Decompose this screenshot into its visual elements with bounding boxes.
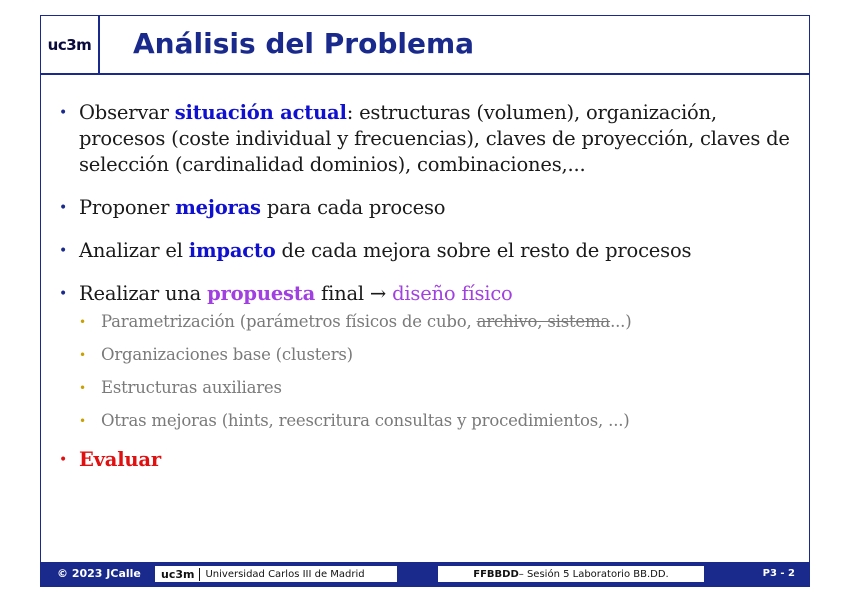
university-name: Universidad Carlos III de Madrid <box>205 568 365 580</box>
keyword-tail: diseño físico <box>392 282 513 305</box>
bullet-text: Proponer <box>79 196 176 219</box>
keyword: Evaluar <box>79 448 161 471</box>
bullet-dot-icon: • <box>59 286 68 302</box>
slide-header <box>41 16 809 75</box>
bullet-dot-icon: • <box>59 200 68 216</box>
keyword: propuesta <box>207 282 316 305</box>
bullet-dot-icon: • <box>59 243 68 259</box>
bullet-dot-icon: • <box>59 452 68 468</box>
bullet-text: Observar <box>79 101 175 124</box>
bullet-dot-icon: • <box>59 105 68 121</box>
bullet-analizar <box>59 238 801 264</box>
slide-content <box>59 100 801 490</box>
sub-bullet-text: Organizaciones base (clusters) <box>101 345 353 364</box>
bullet-evaluar <box>59 447 801 473</box>
sub-bullet-text: Otras mejoras (hints, reescritura consultas y procedimientos, ...) <box>101 411 630 430</box>
keyword: situación actual <box>174 101 347 124</box>
sub-bullet-text: ...) <box>610 312 632 331</box>
sub-bullet-text: Estructuras auxiliares <box>101 378 282 397</box>
university-badge <box>154 565 398 583</box>
sub-bullet-text: Parametrización (parámetros físicos de cubo, <box>101 312 477 331</box>
bullet-text: : estructuras (volumen), organización, procesos (coste individual y frecuencias), claves de proyección, claves de selección (cardinalidad dominios), combinaciones,... <box>79 101 790 176</box>
struck-text: archivo, sistema <box>476 312 611 331</box>
bullet-text: Realizar una <box>79 282 208 305</box>
sub-bullet-organizaciones <box>79 343 801 367</box>
bullet-realizar <box>59 281 801 433</box>
course-code: FFBBDD <box>473 568 519 580</box>
sub-bullet-dot-icon: • <box>79 414 86 428</box>
page-number: P3 - 2 <box>762 568 795 579</box>
keyword: impacto <box>188 239 276 262</box>
slide-title: Análisis del Problema <box>133 27 475 60</box>
bullet-observar <box>59 100 801 178</box>
bullet-text: final → <box>315 282 393 305</box>
uc3m-logo: uc3m <box>41 16 100 73</box>
session-text: – Sesión 5 Laboratorio BB.DD. <box>518 568 669 580</box>
sub-bullet-dot-icon: • <box>79 315 86 329</box>
sub-bullet-otras-mejoras <box>79 409 801 433</box>
sub-bullet-dot-icon: • <box>79 348 86 362</box>
session-badge <box>437 565 705 583</box>
sub-bullet-dot-icon: • <box>79 381 86 395</box>
sub-bullet-parametrizacion <box>79 310 801 334</box>
bullet-text: Analizar el <box>79 239 189 262</box>
bullet-text: para cada proceso <box>260 196 446 219</box>
bullet-proponer <box>59 195 801 221</box>
copyright: © 2023 JCalle <box>57 567 141 580</box>
uc3m-logo-small: uc3m <box>161 568 200 581</box>
keyword: mejoras <box>175 196 261 219</box>
bullet-text: de cada mejora sobre el resto de procesos <box>275 239 692 262</box>
sub-bullet-list <box>79 310 801 433</box>
slide-footer <box>41 562 809 586</box>
slide <box>40 15 810 587</box>
sub-bullet-estructuras <box>79 376 801 400</box>
